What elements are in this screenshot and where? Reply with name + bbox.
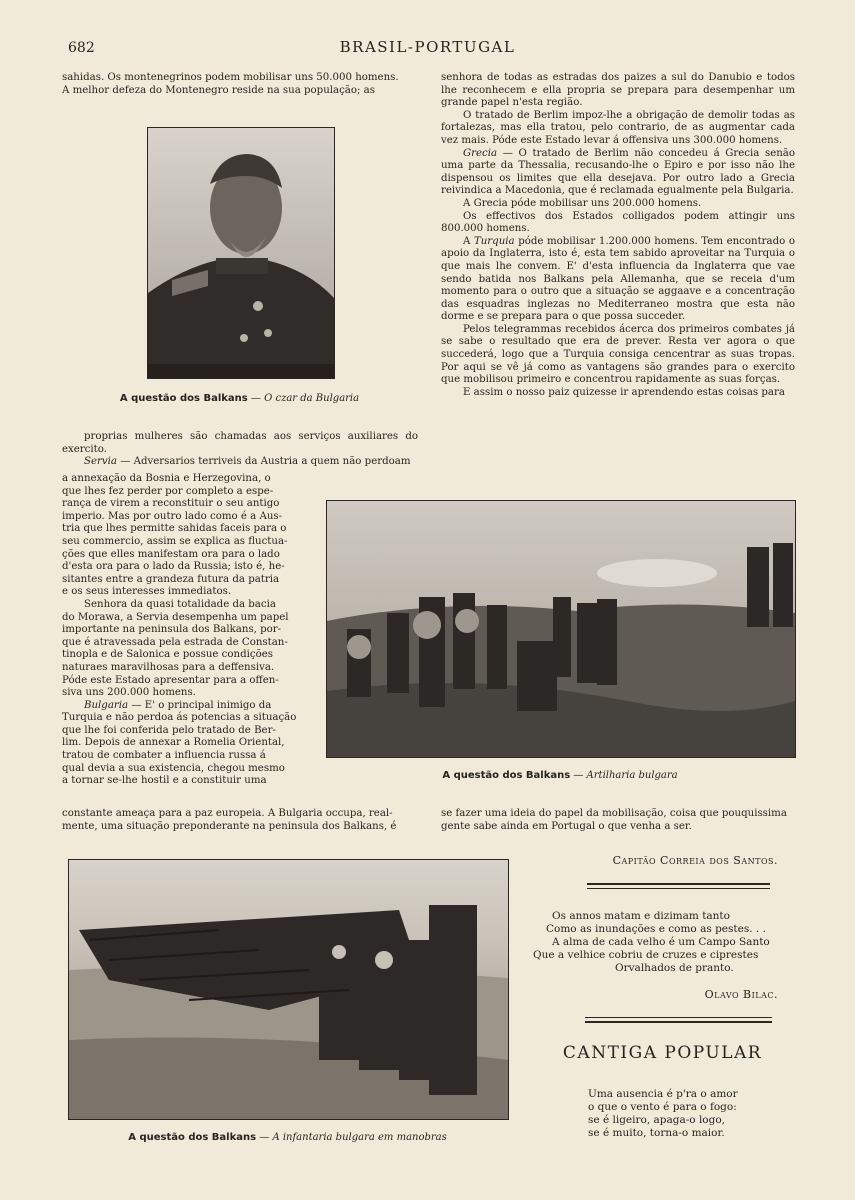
caption-separator: —	[570, 770, 587, 781]
text-line: seu commercio, assim se explica as fluctua-	[62, 535, 288, 547]
poem-line: Que a velhice cobriu de cruzes e ciprestes	[533, 949, 759, 961]
text-line: Senhora da quasi totalidade da bacia	[84, 598, 276, 610]
turquia-paragraph	[441, 236, 795, 324]
poem-author: Olavo Bilac.	[704, 988, 778, 1001]
portrait-illustration	[148, 128, 334, 378]
text-line: qual devia a sua existencia, chegou mesmo	[62, 762, 285, 774]
poem-line: Uma ausencia é p'ra o amor	[588, 1088, 738, 1100]
text-line: se fazer uma ideia do papel da mobilisação, coisa que pouquissima	[441, 808, 787, 819]
bulgaria-paragraph-start	[62, 700, 300, 713]
poem-line: se é ligeiro, apaga-o logo,	[588, 1114, 726, 1126]
text-line: gente sabe ainda em Portugal o que venha a ser.	[441, 820, 692, 832]
text-line: sahidas. Os montenegrinos podem mobilisar uns 50.000 homens.	[62, 72, 399, 83]
text-line: mente, uma situação preponderante na peninsula dos Balkans, é	[62, 820, 397, 832]
cantiga-verse	[588, 1088, 808, 1140]
magazine-title: BRASIL-PORTUGAL	[339, 38, 516, 56]
text-line: tinopla e de Salonica e possue condições	[62, 649, 273, 661]
servia-paragraph-start	[62, 456, 418, 469]
caption-bold: A questão dos Balkans	[128, 1132, 257, 1143]
text-line: siva uns 200.000 homens.	[62, 687, 196, 699]
divider-rule	[585, 1021, 772, 1023]
caption-infantry	[68, 1132, 507, 1143]
caption-italic: Artilharia bulgara	[586, 770, 678, 781]
divider-rule	[587, 883, 770, 885]
page-number: 682	[68, 40, 95, 56]
divider-rule	[587, 888, 770, 889]
turquia-title: Turquia	[473, 235, 515, 247]
text-line: rança de virem a reconstituir o seu antigo	[62, 498, 280, 510]
caption-separator: —	[256, 1132, 273, 1143]
left-column-top	[62, 72, 417, 97]
caption-artillery	[326, 770, 794, 781]
caption-italic: A infantaria bulgara em manobras	[272, 1132, 447, 1143]
text-line: a tornar se-lhe hostil e a constituir uma	[62, 775, 267, 787]
servia-text: — Adversarios terriveis da Austria a quem não perdoam	[116, 456, 411, 468]
right-column	[441, 72, 795, 399]
text-span: A	[463, 235, 474, 247]
text-line: e os seus interesses immediatos.	[62, 586, 232, 598]
text-line: A melhor defeza do Montenegro reside na sua população; as	[62, 84, 375, 96]
text-para: A Grecia póde mobilisar uns 200.000 homens.	[463, 197, 702, 209]
text-line: tratou de combater a influencia russa á	[62, 750, 266, 762]
turquia-text: póde mobilisar 1.200.000 homens. Tem encontrado o apoio da Inglaterra, isto é, esta tem sabido aproveitar na Turquia o que mais lhe convem. E' d'esta influencia da Inglaterra que vae sendo batida nos Balkans pela Allemanha, que se receia d'um momento para o outro que a situação se aggaave e a concentração das esquadras inglezas no Mediterraneo mostra que esta não dorme e se prepara para o que possa succeder.	[441, 235, 795, 323]
text-line: d'esta ora para o lado da Russia; isto é, he-	[62, 561, 285, 573]
photo-tsar-portrait	[147, 127, 335, 379]
poem-line: se é muito, torna-o maior.	[588, 1127, 725, 1139]
poem-line: Os annos matam e dizimam tanto	[552, 910, 730, 922]
caption-italic: O czar da Bulgaria	[264, 393, 360, 404]
left-narrow-column	[62, 473, 300, 788]
text-line: que é atravessada pela estrada de Constan-	[62, 636, 288, 648]
photo-artillery	[326, 500, 796, 758]
text-line: que lhes fez perder por completo a espe-	[62, 485, 274, 497]
grecia-paragraph	[441, 148, 795, 198]
text-line: que lhe foi conferida pelo tratado de Ber-	[62, 724, 276, 736]
poem-line: A alma de cada velho é um Campo Santo	[552, 936, 770, 948]
bulgaria-text: — E' o principal inimigo da	[128, 699, 272, 711]
poem-line: o que o vento é para o fogo:	[588, 1101, 737, 1113]
text-para: senhora de todas as estradas dos paizes a sul do Danubio e todos lhe reconhecem e ella propria se prepara para desempenhar um grande papel n'esta região.	[441, 72, 795, 109]
caption-bold: A questão dos Balkans	[442, 770, 571, 781]
text-para: O tratado de Berlim impoz-lhe a obrigação de demolir todas as fortalezas, mas ella tratou, pelo contrario, de as augmentar cada vez mais. Póde este Estado levar á offensiva uns 300.000 homens.	[441, 109, 795, 146]
photo-infantry	[68, 859, 509, 1120]
bulgaria-title: Bulgaria	[84, 699, 129, 711]
poem-line: Como as inundações e como as pestes. . .	[546, 923, 766, 935]
text-para: Pelos telegrammas recebidos ácerca dos primeiros combates já se sabe o resultado que era de prever. Resta ver agora o que succederá, logo que a Turquia consiga cencentrar as suas tropas. Por aqui se vê já como as vantagens são grandes para o exercito que mobilisou primeiro e concentrou rapidamente as suas forças.	[441, 323, 795, 386]
infantry-illustration	[69, 860, 508, 1119]
text-para: Os effectivos dos Estados colligados podem attingir uns 800.000 homens.	[441, 210, 795, 235]
servia-title: Servia	[84, 456, 117, 468]
text-line: sitantes entre a grandeza futura da patria	[62, 573, 280, 585]
text-line: lim. Depois de annexar a Romelia Oriental,	[62, 737, 285, 749]
text-line: do Morawa, a Servia desempenha um papel	[62, 611, 289, 623]
right-column-bottom	[441, 808, 797, 833]
text-para: proprias mulheres são chamadas aos serviços auxiliares do exercito.	[62, 431, 418, 455]
caption-bold: A questão dos Balkans	[119, 393, 248, 404]
text-line: ções que elles manifestam ora para o lado	[62, 548, 280, 560]
artillery-illustration	[327, 501, 795, 757]
text-line: importante na peninsula dos Balkans, por-	[62, 624, 282, 636]
cantiga-title: CANTIGA POPULAR	[562, 1043, 763, 1063]
divider-rule	[585, 1017, 772, 1018]
signature-author: Capitão Correia dos Santos.	[612, 854, 778, 867]
text-para: E assim o nosso paiz quizesse ir aprendendo estas coisas para	[463, 386, 785, 398]
text-line: Póde este Estado apresentar para a offen-	[62, 674, 279, 686]
text-line: constante ameaça para a paz europeia. A Bulgaria occupa, real-	[62, 808, 393, 819]
caption-separator: —	[247, 393, 265, 404]
text-line: Turquia e não perdoa ás potencias a situação	[62, 712, 297, 724]
text-line: imperio. Mas por outro lado como é a Aus-	[62, 510, 283, 522]
left-column-mid	[62, 431, 418, 469]
text-line: naturaes maravilhosas para a deffensiva.	[62, 661, 275, 673]
poem-bilac	[523, 910, 803, 975]
text-line: tria que lhes permitte sahidas faceis para o	[62, 523, 287, 535]
grecia-title: Grecia	[463, 147, 498, 159]
grecia-text: — O tratado de Berlim não concedeu á Grecia senão uma parte da Thessalia, recusando-lhe o Epiro e por isso não lhe dispensou os limites que ella desejava. Por outro lado a Grecia reivindica a Macedonia, que é reclamada egualmente pela Bulgaria.	[441, 147, 795, 197]
poem-line: Orvalhados de pranto.	[615, 962, 734, 974]
caption-tsar	[62, 393, 417, 404]
text-line: a annexação da Bosnia e Herzegovina, o	[62, 473, 271, 484]
left-column-bottom	[62, 808, 418, 833]
